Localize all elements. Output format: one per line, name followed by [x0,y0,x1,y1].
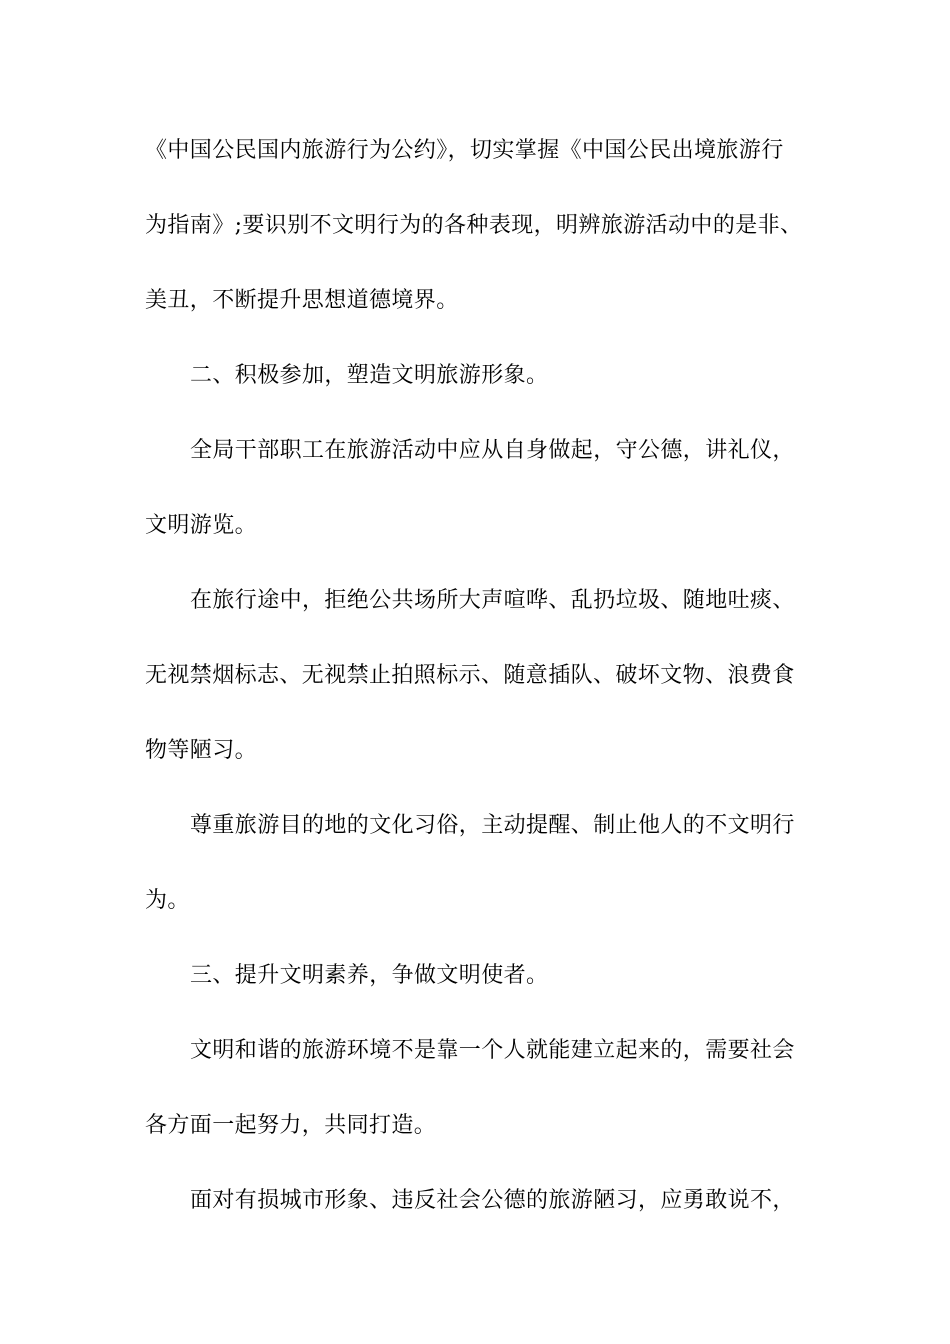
section-heading: 二、积极参加，塑造文明旅游形象。 [190,363,549,388]
text-line: 为指南》;要识别不文明行为的各种表现，明辨旅游活动中的是非、 [145,213,803,238]
text-line: 物等陋习。 [145,738,258,763]
text-line: 在旅行途中，拒绝公共场所大声喧哗、乱扔垃圾、随地吐痰、 [190,588,795,613]
text-line: 各方面一起努力，共同打造。 [145,1113,437,1138]
text-line: 尊重旅游目的地的文化习俗，主动提醒、制止他人的不文明行 [190,813,795,838]
text-line: 为。 [145,888,190,913]
text-line: 文明和谐的旅游环境不是靠一个人就能建立起来的，需要社会 [190,1038,795,1063]
text-line: 无视禁烟标志、无视禁止拍照标示、随意插队、破坏文物、浪费食 [145,663,795,688]
section-heading: 三、提升文明素养，争做文明使者。 [190,963,549,988]
text-line: 《中国公民国内旅游行为公约》，切实掌握《中国公民出境旅游行 [145,138,784,163]
text-line: 面对有损城市形象、违反社会公德的旅游陋习，应勇敢说不， [190,1188,795,1213]
text-line: 全局干部职工在旅游活动中应从自身做起，守公德，讲礼仪， [190,438,795,463]
text-line: 美丑，不断提升思想道德境界。 [145,288,459,313]
text-line: 文明游览。 [145,513,258,538]
